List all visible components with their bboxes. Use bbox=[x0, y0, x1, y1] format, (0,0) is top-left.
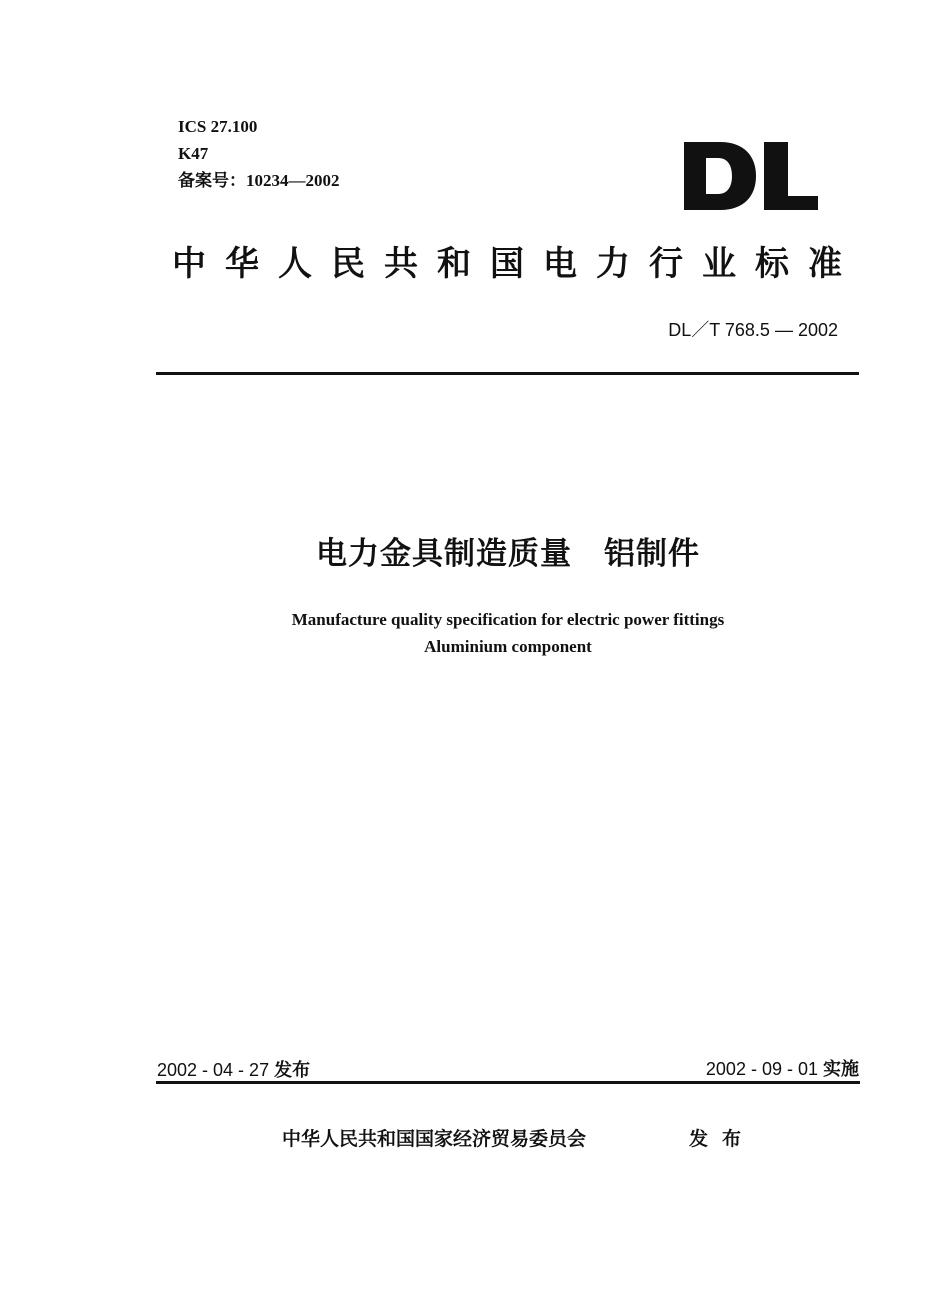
publisher-name: 中华人民共和国国家经济贸易委员会 bbox=[282, 1128, 587, 1150]
effective-date-block bbox=[706, 1055, 859, 1081]
effective-label: 实施 bbox=[823, 1059, 859, 1080]
record-number: 备案号：10234—2002 bbox=[178, 171, 340, 190]
dl-logo-letter-d bbox=[684, 142, 756, 210]
document-title-en-line1: Manufacture quality specification for electric power fittings bbox=[291, 610, 725, 629]
issue-date: 2002 - 04 - 27 bbox=[157, 1060, 270, 1080]
issue-label: 发布 bbox=[274, 1060, 311, 1081]
industry-standard-title: 中华人民共和国电力行业标准 bbox=[172, 244, 861, 284]
dl-logo-letter-l bbox=[764, 142, 818, 210]
classification-block bbox=[178, 113, 340, 194]
document-title-en-line2: Aluminium component bbox=[424, 637, 592, 656]
bottom-divider bbox=[156, 1081, 860, 1084]
dl-logo bbox=[682, 140, 822, 212]
document-title-en bbox=[0, 606, 950, 660]
issue-date-block bbox=[157, 1056, 310, 1082]
standard-number: DL／T 768.5 — 2002 bbox=[668, 320, 838, 340]
document-title-cn: 电力金具制造质量 铝制件 bbox=[316, 536, 700, 572]
ics-code: ICS 27.100 bbox=[178, 117, 258, 136]
top-divider bbox=[156, 372, 859, 375]
category-code: K47 bbox=[178, 144, 209, 163]
effective-date: 2002 - 09 - 01 bbox=[705, 1059, 818, 1079]
publish-word: 发布 bbox=[689, 1128, 756, 1150]
